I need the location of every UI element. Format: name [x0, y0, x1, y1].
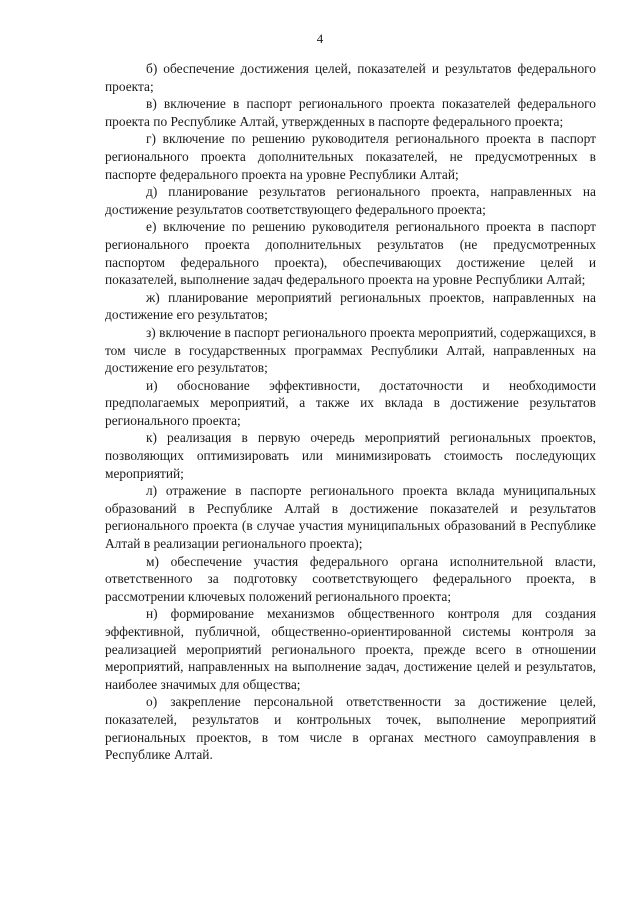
paragraph-d: д) планирование результатов регионального проекта, направленных на достижение результатов соответствующего федерального проекта; [105, 184, 596, 217]
page-number: 4 [316, 31, 324, 46]
paragraph-l: л) отражение в паспорте регионального проекта вклада муниципальных образований в Республике Алтай в достижение показателей и результатов регионального проекта (в случае участия муниципальных образований в Республике Алтай в реализации регионального проекта); [105, 483, 596, 552]
paragraph-v: в) включение в паспорт регионального проекта показателей федерального проекта по Республике Алтай, утвержденных в паспорте федерального проекта; [105, 96, 596, 129]
paragraph-n: н) формирование механизмов общественного контроля для создания эффективной, публичной, общественно-ориентированной системы контроля за реализацией мероприятий регионального проекта, прежде всего в отношении мероприятий, направленных на выполнение задач, достижение целей и результатов, наиболее значимых для общества; [105, 606, 596, 692]
paragraph-i: и) обоснование эффективности, достаточности и необходимости предполагаемых мероприятий, а также их вклада в достижение результатов регионального проекта; [105, 377, 596, 428]
paragraph-m: м) обеспечение участия федерального органа исполнительной власти, ответственного за подготовку соответствующего федерального проекта, в рассмотрении ключевых положений регионального проекта; [105, 553, 596, 604]
paragraph-e: е) включение по решению руководителя регионального проекта в паспорт регионального проекта дополнительных результатов (не предусмотренных паспортом федерального проекта), обеспечивающих достижение целей и показателей, выполнение задач федерального проекта на уровне Республики Алтай; [105, 219, 596, 288]
paragraph-o: о) закрепление персональной ответственности за достижение целей, показателей, результатов и контрольных точек, выполнение мероприятий региональных проектов, в том числе в органах местного самоуправления в Республике Алтай. [105, 694, 596, 763]
paragraph-z: з) включение в паспорт регионального проекта мероприятий, содержащихся, в том числе в государственных программах Республики Алтай, направленных на достижение его результатов; [105, 324, 596, 376]
paragraph-g: г) включение по решению руководителя регионального проекта в паспорт регионального проекта дополнительных показателей, не предусмотренных в паспорте федерального проекта на уровне Республики Алтай; [105, 131, 596, 182]
paragraph-zh: ж) планирование мероприятий региональных проектов, направленных на достижение его результатов; [105, 289, 596, 323]
document-body [105, 60, 596, 764]
paragraph-k: к) реализация в первую очередь мероприятий региональных проектов, позволяющих оптимизировать или минимизировать стоимость последующих мероприятий; [105, 430, 596, 481]
paragraph-b: б) обеспечение достижения целей, показателей и результатов федерального проекта; [105, 61, 596, 94]
